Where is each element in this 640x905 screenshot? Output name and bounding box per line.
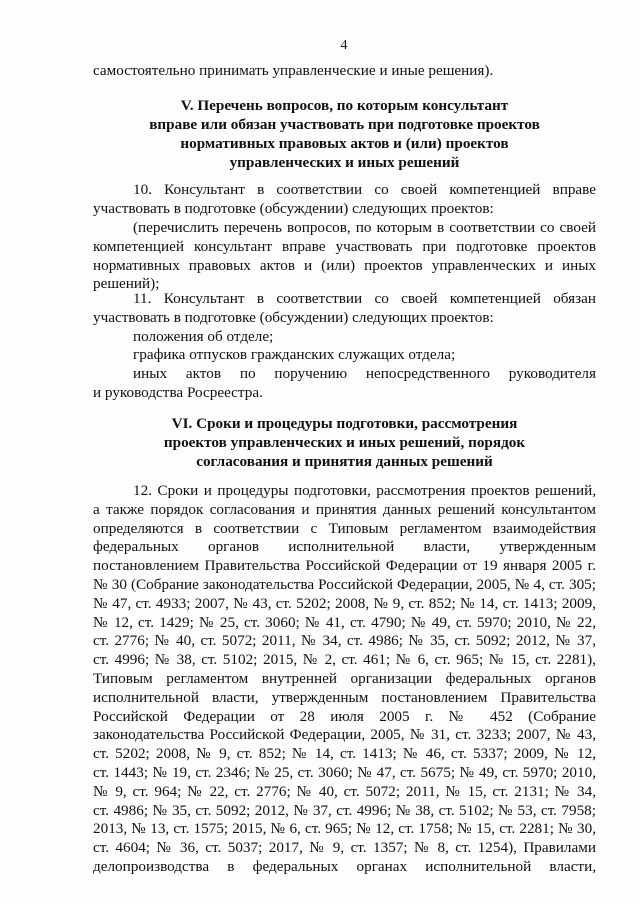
- heading-line: проектов управленческих и иных решений, порядок: [163, 434, 526, 451]
- text-line: иных актов по поручению непосредственного руководителя: [133, 365, 596, 383]
- text-line: и руководства Росреестра.: [93, 383, 263, 401]
- heading-line: согласования и принятия данных решений: [196, 453, 493, 470]
- text-line: законодательства Российской Федерации, 2005, № 31, ст. 3233; 2007, № 43,: [93, 726, 596, 744]
- heading-line: управленческих и иных решений: [229, 154, 460, 171]
- text-line: компетенцией консультант вправе участвовать при подготовке проектов: [93, 237, 596, 255]
- heading-line: VI. Сроки и процедуры подготовки, рассмотрения: [171, 415, 518, 432]
- text-line: ст. 4604; № 36, ст. 5037; 2017, № 9, ст. 1357; № 8, ст. 1254), Правилами: [93, 839, 596, 857]
- paragraph-10: [93, 181, 596, 219]
- list-item: положения об отделе;: [133, 327, 274, 345]
- text-line: а также порядок согласования и принятия данных решений консультантом: [93, 500, 596, 518]
- text-line: федеральных органов исполнительной власти, утвержденным: [93, 538, 596, 556]
- text-line: самостоятельно принимать управленческие и иные решения).: [93, 62, 494, 79]
- text-line: Типовым регламентом внутренней организации федеральных органов: [93, 669, 596, 687]
- text-line: решений);: [93, 275, 160, 293]
- text-line: № 47, ст. 4933; 2007, № 43, ст. 5202; 2008, № 9, ст. 852; № 14, ст. 1413; 2009,: [93, 594, 596, 612]
- text-line: (перечислить перечень вопросов, по которым в соответствии со своей: [133, 219, 596, 236]
- section-5-heading: [93, 96, 596, 172]
- text-line: Российской Федерации от 28 июля 2005 г. № 452 (Собрание: [93, 707, 596, 725]
- text-line: № 9, ст. 964; № 22, ст. 2776; № 40, ст. 5072; 2011, № 15, ст. 2131; № 34,: [93, 782, 596, 800]
- text-line: ст. 4996; № 38, ст. 5102; 2015, № 2, ст. 461; № 6, ст. 965; № 15, ст. 2281),: [93, 651, 596, 669]
- text-line: участвовать в подготовке (обсуждении) следующих проектов:: [93, 199, 494, 217]
- text-line: ст. 4986; № 35, ст. 5092; 2012, № 37, ст. 4996; № 38, ст. 5102; № 53, ст. 7958;: [93, 801, 596, 819]
- text-line: 11. Консультант в соответствии со своей компетенцией обязан: [133, 290, 596, 307]
- text-line: делопроизводства в федеральных органах исполнительной власти,: [93, 857, 596, 875]
- text-line: № 12, ст. 1429; № 25, ст. 3060; № 41, ст. 4790; № 49, ст. 5970; 2010, № 22,: [93, 613, 596, 631]
- page-number: 4: [340, 38, 348, 53]
- list-item: графика отпусков гражданских служащих отдела;: [133, 346, 456, 364]
- text-line: 2013, № 13, ст. 1575; 2015, № 6, ст. 965; № 12, ст. 1758; № 15, ст. 2281; № 30,: [93, 820, 596, 838]
- text-line: 12. Сроки и процедуры подготовки, рассмотрения проектов решений,: [133, 482, 596, 499]
- text-line: № 30 (Собрание законодательства Российской Федерации, 2005, № 4, ст. 305;: [93, 575, 596, 593]
- text-line: постановлением Правительства Российской Федерации от 19 января 2005 г.: [93, 557, 596, 575]
- heading-line: нормативных правовых актов и (или) проектов: [180, 135, 509, 152]
- paragraph-12: [93, 482, 596, 877]
- heading-line: вправе или обязан участвовать при подготовке проектов: [149, 116, 540, 133]
- text-line: определяются в соответствии с Типовым регламентом взаимодействия: [93, 519, 596, 537]
- text-line: нормативных правовых актов и (или) проектов управленческих и иных: [93, 256, 596, 274]
- text-line: 10. Консультант в соответствии со своей компетенцией вправе: [133, 181, 596, 198]
- text-line: участвовать в подготовке (обсуждении) следующих проектов:: [93, 308, 494, 326]
- text-line: ст. 2776; № 40, ст. 5072; 2011, № 34, ст. 4986; № 35, ст. 5092; 2012, № 37,: [93, 632, 596, 650]
- text-line: исполнительной власти, утвержденным постановлением Правительства: [93, 688, 596, 706]
- heading-line: V. Перечень вопросов, по которым консультант: [180, 97, 509, 114]
- section-6-heading: [93, 414, 596, 471]
- paragraph-11: [93, 290, 596, 403]
- intro-paragraph: [93, 62, 596, 81]
- text-line: ст. 1443; № 19, ст. 2346; № 25, ст. 3060; № 47, ст. 5675; № 49, ст. 5970; 2010,: [93, 763, 596, 781]
- text-line: ст. 5202; 2008, № 9, ст. 852; № 14, ст. 1413; № 46, ст. 5337; 2009, № 12,: [93, 745, 596, 763]
- paragraph-10-note: [93, 219, 596, 294]
